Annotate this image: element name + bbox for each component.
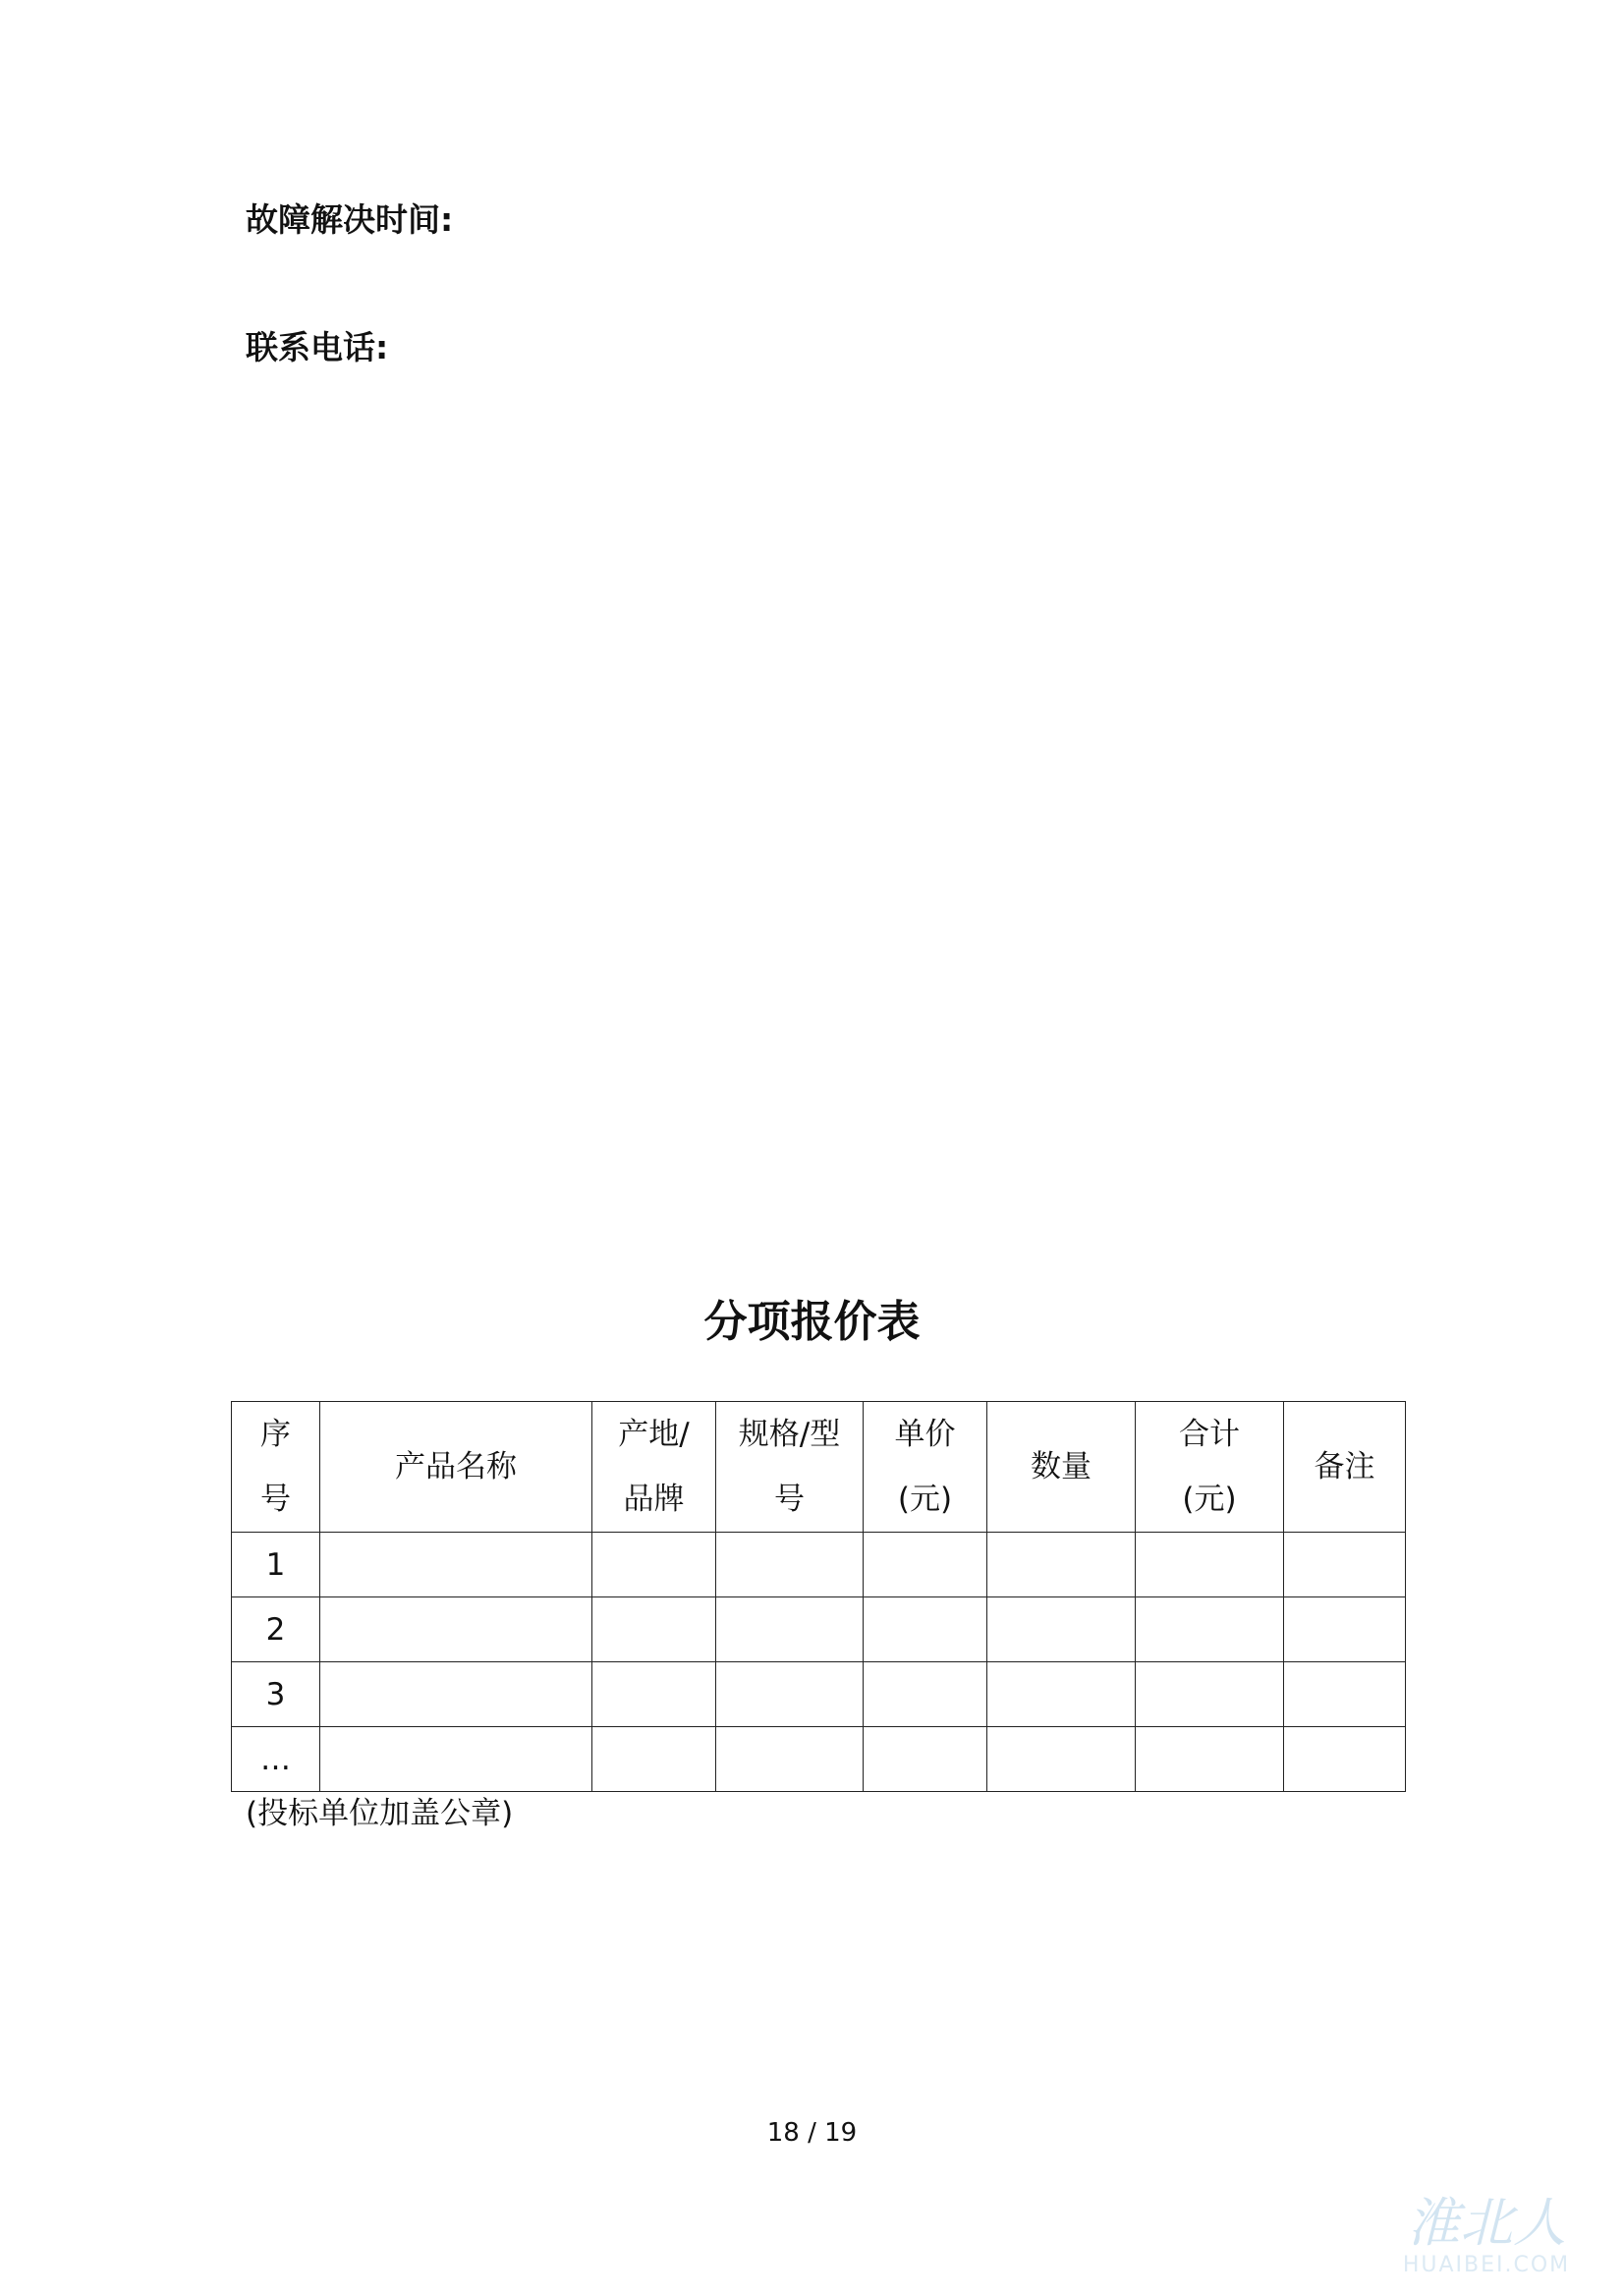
table-cell xyxy=(987,1597,1136,1662)
watermark-domain-text: HUAIBEI.COM xyxy=(1402,2253,1571,2277)
table-cell xyxy=(864,1597,987,1662)
row-index-cell: 2 xyxy=(232,1597,320,1662)
table-cell xyxy=(1284,1533,1406,1597)
table-cell xyxy=(1136,1662,1284,1727)
header-text: 规格/型 xyxy=(738,1417,841,1452)
table-cell xyxy=(1284,1597,1406,1662)
header-text: 序 xyxy=(260,1417,291,1452)
table-cell xyxy=(1284,1662,1406,1727)
table-cell xyxy=(864,1533,987,1597)
row-index-cell: 3 xyxy=(232,1662,320,1727)
table-cell xyxy=(987,1533,1136,1597)
table-header-row xyxy=(232,1402,1406,1533)
header-text: (元) xyxy=(897,1482,953,1517)
seal-note: (投标单位加盖公章) xyxy=(246,1796,514,1831)
header-cell-spec-model xyxy=(716,1402,864,1533)
header-cell-total xyxy=(1136,1402,1284,1533)
table-row xyxy=(232,1727,1406,1792)
row-index-cell: 1 xyxy=(232,1533,320,1597)
header-text: 号 xyxy=(774,1482,805,1517)
header-text: (元) xyxy=(1182,1482,1237,1517)
table-cell xyxy=(592,1662,716,1727)
header-cell-quantity xyxy=(987,1402,1136,1533)
header-cell-remarks xyxy=(1284,1402,1406,1533)
table-cell xyxy=(320,1727,592,1792)
table-cell xyxy=(1136,1597,1284,1662)
table-cell xyxy=(716,1533,864,1597)
header-cell-origin-brand xyxy=(592,1402,716,1533)
table-row xyxy=(232,1533,1406,1597)
table-cell xyxy=(592,1727,716,1792)
table-row xyxy=(232,1662,1406,1727)
header-text: 合计 xyxy=(1179,1417,1240,1452)
table-cell xyxy=(592,1597,716,1662)
header-cell-product-name xyxy=(320,1402,592,1533)
header-text: 备注 xyxy=(1314,1449,1375,1484)
header-text: 品牌 xyxy=(623,1482,685,1517)
table-cell xyxy=(716,1597,864,1662)
table-cell xyxy=(987,1662,1136,1727)
table-cell xyxy=(320,1533,592,1597)
header-text: 产地/ xyxy=(618,1417,690,1452)
watermark-script-text: 淮北人 xyxy=(1407,2192,1566,2254)
header-text: 数量 xyxy=(1031,1449,1092,1484)
header-cell-index xyxy=(232,1402,320,1533)
header-text: 单价 xyxy=(894,1417,956,1452)
table-cell xyxy=(987,1727,1136,1792)
quote-table xyxy=(231,1401,1406,1792)
watermark-logo xyxy=(1388,2194,1585,2282)
table-cell xyxy=(1136,1727,1284,1792)
table-cell xyxy=(716,1662,864,1727)
table-cell xyxy=(864,1662,987,1727)
row-index-cell: … xyxy=(232,1727,320,1792)
table-cell xyxy=(864,1727,987,1792)
table-cell xyxy=(1136,1533,1284,1597)
header-text: 号 xyxy=(260,1482,291,1517)
table-cell xyxy=(1284,1727,1406,1792)
table-title: 分项报价表 xyxy=(703,1297,921,1347)
header-text: 产品名称 xyxy=(395,1449,517,1484)
table-row xyxy=(232,1597,1406,1662)
contact-phone-label: 联系电话: xyxy=(246,328,389,366)
table-cell xyxy=(716,1727,864,1792)
table-cell xyxy=(320,1662,592,1727)
header-cell-unit-price xyxy=(864,1402,987,1533)
fault-resolution-time-label: 故障解决时间: xyxy=(246,200,454,239)
page-number: 18 / 19 xyxy=(766,2118,858,2148)
table-cell xyxy=(592,1533,716,1597)
table-cell xyxy=(320,1597,592,1662)
